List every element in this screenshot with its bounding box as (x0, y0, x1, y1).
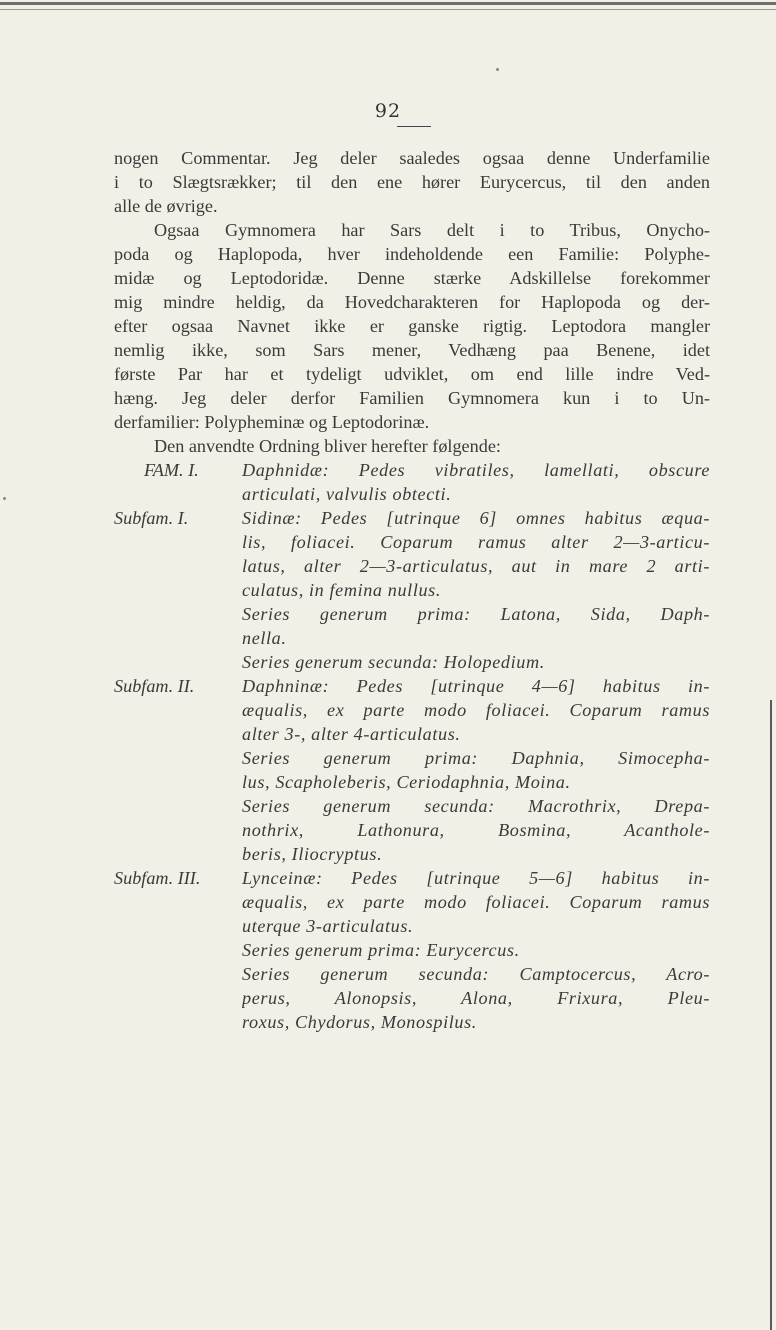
page-number: 92 (374, 100, 402, 122)
text-line: alle de øvrige. (114, 196, 218, 216)
text-line: æqualis, ex parte modo foliacei. Coparum ramus (242, 892, 710, 912)
text-line: poda og Haplopoda, hver indeholdende een Familie: Polyphe- (114, 244, 710, 264)
text-line: roxus, Chydorus, Monospilus. (242, 1012, 477, 1032)
paragraph (114, 218, 710, 434)
text-line: midæ og Leptodoridæ. Denne stærke Adskillelse forekommer (114, 268, 710, 288)
text-line: articulati, valvulis obtecti. (242, 484, 452, 504)
text-line: derfamilier: Polypheminæ og Leptodorinæ. (114, 412, 430, 432)
text-line: nella. (242, 628, 287, 648)
text-line: culatus, in femina nullus. (242, 580, 441, 600)
text-line: alter 3-, alter 4-articulatus. (242, 724, 461, 744)
taxon-label: FAM. I. (144, 460, 199, 480)
taxon-description (242, 674, 710, 866)
taxon-label: Subfam. I. (114, 508, 189, 528)
text-line: lis, foliacei. Coparum ramus alter 2—3-articu- (242, 532, 710, 552)
genus-series (242, 962, 710, 1034)
text-line: latus, alter 2—3-articulatus, aut in mare 2 arti- (242, 556, 710, 576)
text-line: Series generum secunda: Macrothrix, Drepa- (242, 796, 710, 816)
text-line: perus, Alonopsis, Alona, Frixura, Pleu- (242, 988, 710, 1008)
genus-series (242, 938, 710, 962)
page-number-rule (397, 126, 431, 127)
text-line: i to Slægtsrækker; til den ene hører Eurycercus, til den anden (114, 172, 710, 192)
taxon-description (242, 506, 710, 674)
taxon-description (242, 458, 710, 506)
text-line: lus, Scapholeberis, Ceriodaphnia, Moina. (242, 772, 571, 792)
page-edge-line (770, 700, 772, 1330)
taxon-entry (114, 458, 710, 506)
text-line: Lynceinæ: Pedes [utrinque 5—6] habitus in- (242, 868, 710, 888)
genus-series (242, 794, 710, 866)
text-line: efter ogsaa Navnet ikke er ganske rigtig. Leptodora mangler (114, 316, 710, 336)
speck (496, 68, 499, 71)
speck (3, 497, 6, 500)
paragraph (114, 146, 710, 218)
text-line: Series generum secunda: Camptocercus, Acro- (242, 964, 710, 984)
text-line: Series generum secunda: Holopedium. (242, 652, 545, 672)
text-line: beris, Iliocryptus. (242, 844, 383, 864)
taxon-description (242, 866, 710, 1034)
text-line: æqualis, ex parte modo foliacei. Coparum ramus (242, 700, 710, 720)
taxon-label: Subfam. III. (114, 868, 201, 888)
text-line: Daphninæ: Pedes [utrinque 4—6] habitus in- (242, 676, 710, 696)
genus-series (242, 746, 710, 794)
text-line: Den anvendte Ordning bliver herefter følgende: (154, 436, 501, 456)
taxon-label: Subfam. II. (114, 676, 195, 696)
paragraph (114, 434, 710, 458)
text-line: Series generum prima: Eurycercus. (242, 940, 520, 960)
genus-series (242, 602, 710, 650)
genus-series (242, 650, 710, 674)
text-line: uterque 3-articulatus. (242, 916, 414, 936)
text-line: mig mindre heldig, da Hovedcharakteren for Haplopoda og der- (114, 292, 710, 312)
taxon-entry (114, 866, 710, 1034)
page-body (114, 146, 710, 1034)
top-border-line-thin (0, 9, 776, 10)
text-line: hæng. Jeg deler derfor Familien Gymnomera kun i to Un- (114, 388, 710, 408)
text-line: nogen Commentar. Jeg deler saaledes ogsaa denne Underfamilie (114, 148, 710, 168)
text-line: første Par har et tydeligt udviklet, om end lille indre Ved- (114, 364, 710, 384)
text-line: Ogsaa Gymnomera har Sars delt i to Tribus, Onycho- (154, 220, 710, 240)
text-line: Daphnidæ: Pedes vibratiles, lamellati, obscure (242, 460, 710, 480)
top-border-line (0, 2, 776, 5)
text-line: nemlig ikke, som Sars mener, Vedhæng paa Benene, idet (114, 340, 710, 360)
text-line: Series generum prima: Daphnia, Simocepha- (242, 748, 710, 768)
text-line: nothrix, Lathonura, Bosmina, Acanthole- (242, 820, 710, 840)
text-line: Series generum prima: Latona, Sida, Daph- (242, 604, 710, 624)
taxon-entry (114, 674, 710, 866)
taxon-entry (114, 506, 710, 674)
text-line: Sidinæ: Pedes [utrinque 6] omnes habitus æqua- (242, 508, 710, 528)
